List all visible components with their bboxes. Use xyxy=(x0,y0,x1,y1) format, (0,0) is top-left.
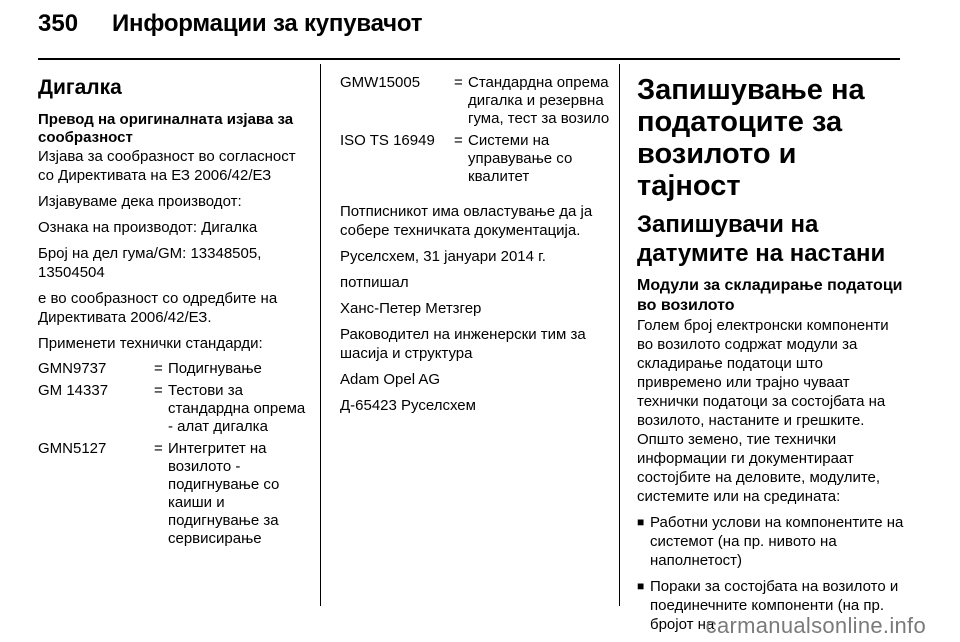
header-rule xyxy=(38,58,900,60)
standard-equals: = xyxy=(154,360,163,377)
section-title-event-recorders: Запишувачи на датумите на настани xyxy=(637,211,886,267)
column-1 xyxy=(38,72,310,552)
standard-description: Стандардна опрема дигалка и резервна гума, тест за возило xyxy=(468,74,610,127)
paragraph: Руселсхем, 31 јануари 2014 г. xyxy=(340,248,546,265)
standard-description: Подигнување xyxy=(168,360,262,377)
standard-description: Интегритет на возилото - подигнување со каиши и подигнување за сервисирање xyxy=(168,440,280,547)
column-divider-2 xyxy=(619,64,620,606)
page-number: 350 xyxy=(38,10,79,37)
standards-list-continued xyxy=(340,74,612,190)
section-title-jack: Дигалка xyxy=(38,76,122,99)
paragraph: Раководител на инженерски тим за шасија и структура xyxy=(340,326,586,362)
subheading-storage-modules: Модули за складирање податоци во возилото xyxy=(637,277,903,314)
standard-description: Системи на управување со квалитет xyxy=(468,132,573,185)
standard-code: GMW15005 xyxy=(340,74,421,91)
paragraph: е во сообразност со одредбите на Директивата 2006/42/ЕЗ. xyxy=(38,290,278,326)
standard-equals: = xyxy=(154,382,163,399)
paragraph: Применети технички стандарди: xyxy=(38,335,263,352)
paragraph: Ханс-Петер Метзгер xyxy=(340,300,482,317)
subheading-declaration: Превод на оригиналната изјава за сообразност xyxy=(38,111,294,146)
paragraph: Ознака на производот: Дигалка xyxy=(38,219,258,236)
standards-list xyxy=(38,360,310,552)
chapter-title: Запишување на податоците за возилото и тајност xyxy=(637,74,865,202)
paragraph: Изјава за сообразност во согласност со Директивата на ЕЗ 2006/42/ЕЗ xyxy=(38,148,296,184)
standard-code: ISO TS 16949 xyxy=(340,132,435,149)
standard-code: GMN5127 xyxy=(38,440,107,457)
standard-code: GMN9737 xyxy=(38,360,107,377)
list-item-text: Работни услови на компонентите на системот (на пр. нивото на наполнетост) xyxy=(650,514,904,569)
column-3 xyxy=(637,74,905,634)
standard-code: GM 14337 xyxy=(38,382,109,399)
paragraph: Потписникот има овластување да ја собере техничката документација. xyxy=(340,203,593,239)
column-divider-1 xyxy=(320,64,321,606)
standard-equals: = xyxy=(454,132,463,149)
list-item xyxy=(637,513,905,570)
standard-equals: = xyxy=(154,440,163,457)
page-title: Информации за купувачот xyxy=(112,10,423,37)
paragraph: Изјавуваме дека производот: xyxy=(38,193,242,210)
page-header xyxy=(38,10,422,50)
paragraph: потпишал xyxy=(340,274,409,291)
watermark-text: carmanualsonline.info xyxy=(705,613,926,638)
paragraph: Д-65423 Руселсхем xyxy=(340,397,476,414)
paragraph: Голем број електронски компоненти во возилото содржат модули за складирање податоци што привремено или трајно чуваат технички податоци за состојбата на возилото, настаните и грешките. Општо земено, тие технички информации ги документираат состојбите на деловите, модулите, системите или на средината: xyxy=(637,317,889,505)
standard-description: Тестови за стандардна опрема - алат дигалка xyxy=(168,382,306,435)
standard-equals: = xyxy=(454,74,463,91)
list-item-text: Пораки за состојбата на возилото и поединечните компоненти (на пр. бројот на xyxy=(650,578,899,633)
paragraph: Број на дел гума/GM: 13348505, 13504504 xyxy=(38,245,262,281)
paragraph: Adam Opel AG xyxy=(340,371,441,388)
column-2 xyxy=(340,74,612,422)
bullet-square-icon: ■ xyxy=(637,515,645,529)
bullet-square-icon: ■ xyxy=(637,579,645,593)
